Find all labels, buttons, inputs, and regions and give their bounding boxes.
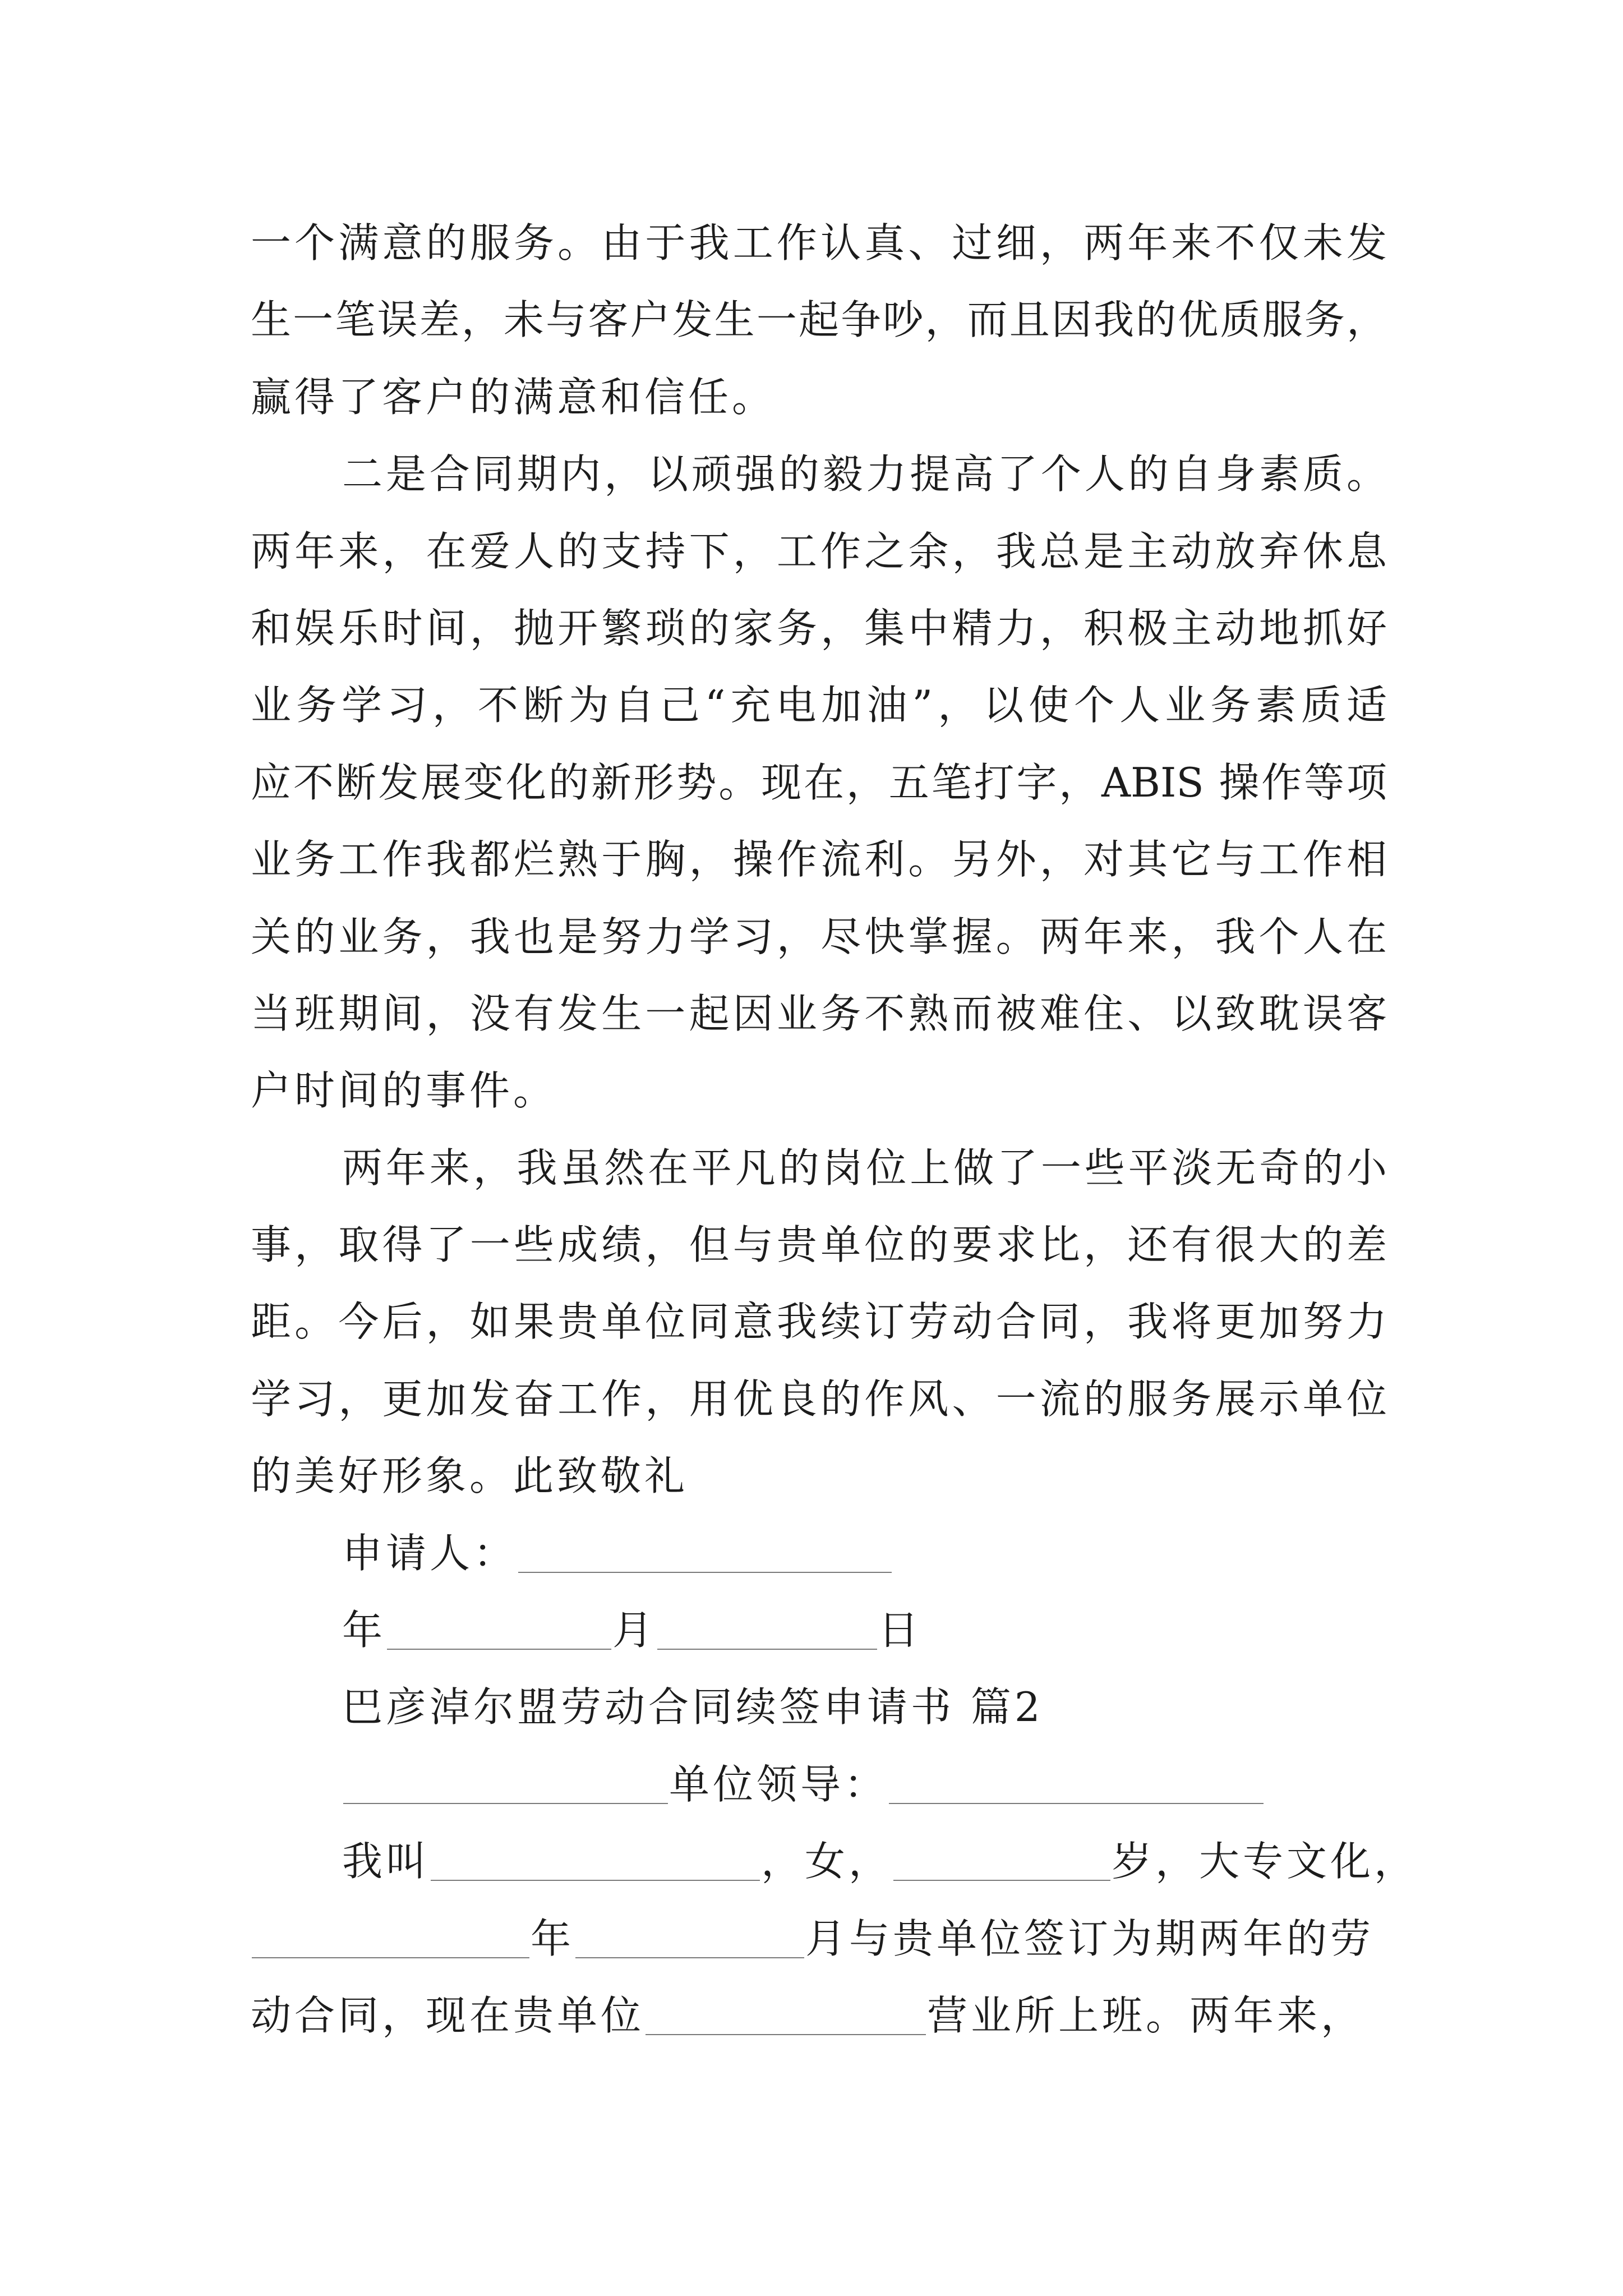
body-line: 业务学习，不断为自己“充电加油”，以使个人业务素质适 [251,682,1387,729]
intro-text: 我叫 [342,1838,430,1885]
month-label: 月 [612,1607,657,1654]
body-line: 距。今后，如果贵单位同意我续订劳动合同，我将更加努力 [251,1298,1387,1346]
contract-month-blank [575,1957,804,1958]
section-title: 巴彦淖尔盟劳动合同续签申请书 篇2 [342,1683,1044,1731]
body-line: 业务工作我都烂熟于胸，操作流利。另外，对其它与工作相 [251,836,1387,884]
signature-block [251,1515,1387,1669]
intro-line-3 [251,1977,1387,2054]
paragraph [251,205,1387,436]
body-line: 关的业务，我也是努力学习，尽快掌握。两年来，我个人在 [251,913,1387,960]
intro-text: 营业所上班。两年来， [927,1991,1365,2039]
paragraph [251,1130,1387,1515]
intro-line-2 [251,1901,1387,1977]
intro-text: 动合同，现在贵单位 [251,1991,645,2039]
body-line: 学习，更加发奋工作，用优良的作风、一流的服务展示单位 [251,1375,1387,1423]
body-line: 两年来，在爱人的支持下，工作之余，我总是主动放弃休息 [251,527,1387,575]
document-body [251,205,1418,2054]
year-label: 年 [342,1607,386,1654]
body-line: 户时间的事件。 [251,1067,557,1115]
body-line: 和娱乐时间，抛开繁琐的家务，集中精力，积极主动地抓好 [251,604,1387,652]
section-2 [251,1669,1418,2054]
body-line: 当班期间，没有发生一起因业务不熟而被难住、以致耽误客 [251,990,1387,1037]
intro-text: ，女， [761,1838,893,1885]
name-blank [431,1880,760,1881]
body-line: 事，取得了一些成绩，但与贵单位的要求比，还有很大的差 [251,1221,1387,1269]
age-blank [893,1880,1110,1881]
paragraph [251,436,1387,1130]
intro-line-1 [251,1823,1418,1900]
date-line [251,1592,1387,1669]
body-line: 生一笔误差，未与客户发生一起争吵，而且因我的优质服务， [251,296,1387,344]
leader-name-blank [889,1803,1264,1804]
body-line: 赢得了客户的满意和信任。 [251,373,776,421]
applicant-blank [518,1572,892,1573]
intro-text: 年 [531,1915,575,1962]
body-line: 的美好形象。此致敬礼 [251,1452,689,1500]
day-label: 日 [878,1607,923,1654]
contract-year-blank [252,1957,529,1958]
applicant-line [251,1515,1387,1592]
salutation-line [251,1746,1387,1823]
body-line: 二是合同期内，以顽强的毅力提高了个人的自身素质。 [342,450,1387,498]
year-blank [387,1649,611,1650]
applicant-label: 申请人： [342,1529,518,1577]
intro-text: 岁，大专文化， [1112,1838,1418,1885]
intro-text: 月与贵单位签订为期两年的劳 [805,1915,1375,1962]
branch-name-blank [645,2034,926,2035]
body-line: 一个满意的服务。由于我工作认真、过细，两年来不仅未发 [251,219,1387,266]
unit-name-blank [343,1803,668,1804]
body-line: 两年来，我虽然在平凡的岗位上做了一些平淡无奇的小 [342,1144,1387,1191]
month-blank [657,1649,877,1650]
salutation-label: 单位领导： [669,1760,888,1808]
body-line: 应不断发展变化的新形势。现在，五笔打字，ABIS 操作等项 [251,758,1387,806]
